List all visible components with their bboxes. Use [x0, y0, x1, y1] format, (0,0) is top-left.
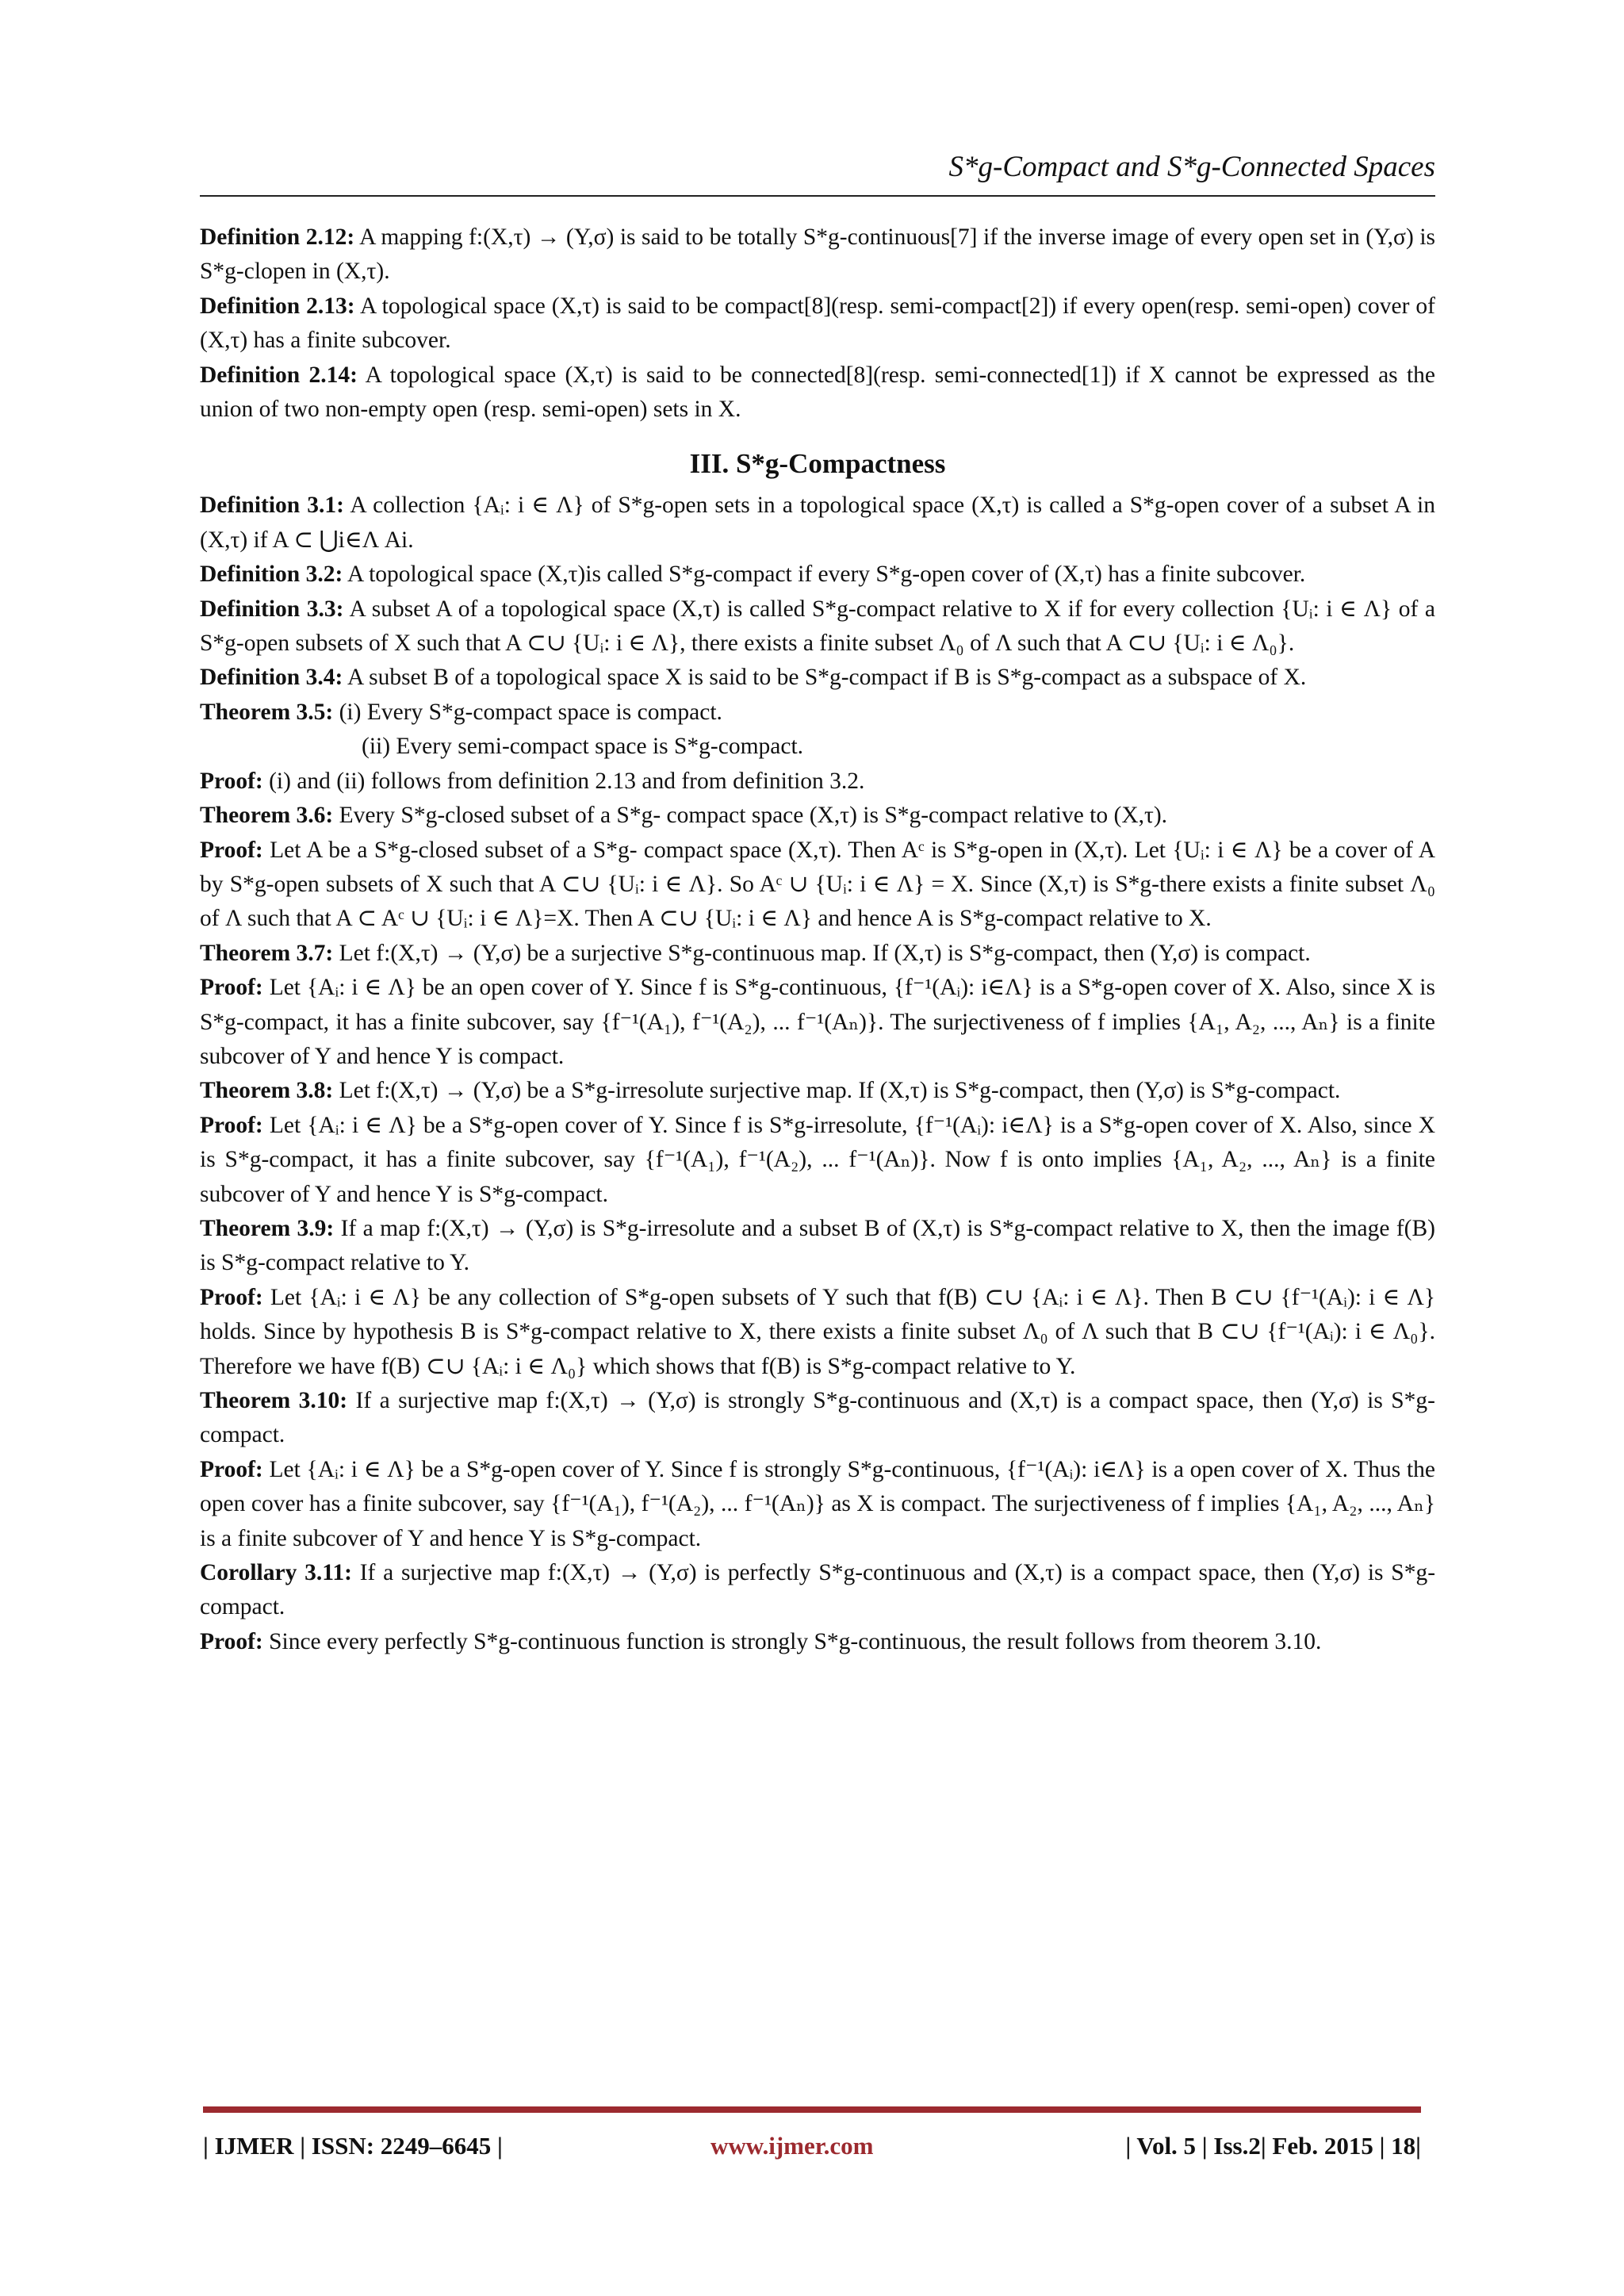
proof-3-6 — [200, 834, 1435, 937]
text: Let {Aᵢ: i ∈ Λ} be an open cover of Y. Since f is S*g-continuous, {f⁻¹(Aᵢ): i∈Λ} is a S*g-open cover of X. Also, since X is S*g-compact, it has a finite subcover, say {f⁻¹(A₁), f⁻¹(A₂), ... f⁻¹(Aₙ)}. The surjectiveness of f implies {A₁, A₂, ..., Aₙ} is a finite subcover of Y and hence Y is compact. — [200, 975, 1435, 1069]
proof-3-7 — [200, 971, 1435, 1074]
label: Definition 2.14: — [200, 362, 358, 388]
theorem-3-10 — [200, 1384, 1435, 1453]
theorem-3-5 — [200, 696, 1435, 730]
running-header — [200, 151, 1435, 185]
label: Theorem 3.9: — [200, 1215, 335, 1241]
label: Theorem 3.6: — [200, 803, 334, 829]
theorem-3-5-part-ii — [200, 730, 1435, 764]
label: Proof: — [200, 1112, 263, 1138]
definition-3-3 — [200, 592, 1435, 661]
label: Proof: — [200, 1628, 263, 1654]
theorem-3-9 — [200, 1212, 1435, 1281]
text: A subset B of a topological space X is said to be S*g-compact if B is S*g-compact as a subspace of X. — [347, 665, 1307, 691]
article-body — [200, 220, 1435, 1659]
text: A collection {Aᵢ: i ∈ Λ} of S*g-open sets in a topological space (X,τ) is called a S*g-open cover of a subset A in (X,τ) if A ⊂ ⋃i∈Λ Ai. — [200, 493, 1435, 553]
footer-website-link[interactable]: www.ijmer.com — [710, 2132, 874, 2160]
footer-rule — [203, 2106, 1421, 2113]
definition-3-4 — [200, 661, 1435, 695]
label: Proof: — [200, 1284, 263, 1310]
definition-2-13 — [200, 289, 1435, 358]
text: If a surjective map f:(X,τ) → (Y,σ) is perfectly S*g-continuous and (X,τ) is a compact space, then (Y,σ) is S*g-compact. — [200, 1560, 1436, 1620]
text: Let A be a S*g-closed subset of a S*g- compact space (X,τ). Then Aᶜ is S*g-open in (X,τ). Let {Uᵢ: i ∈ Λ} be a cover of A by S*g-open subsets of X such that A ⊂∪ {Uᵢ: i ∈ Λ}. So Aᶜ ∪ {Uᵢ: i ∈ Λ} = X. Since (X,τ) is S*g-there exists a finite subset Λ₀ of Λ such that A ⊂ Aᶜ ∪ {Uᵢ: i ∈ Λ}=X. Then A ⊂∪ {Uᵢ: i ∈ Λ} and hence A is S*g-compact relative to X. — [200, 837, 1435, 932]
text: (i) Every S*g-compact space is compact. — [339, 699, 722, 725]
section-heading: III. S*g-Compactness — [689, 448, 946, 480]
label: Proof: — [200, 837, 263, 863]
definition-2-14 — [200, 358, 1435, 427]
label: Definition 2.13: — [200, 293, 355, 319]
label: Theorem 3.5: — [200, 699, 334, 725]
text: (i) and (ii) follows from definition 2.13 and from definition 3.2. — [269, 768, 865, 794]
label: Theorem 3.8: — [200, 1078, 334, 1104]
text: A mapping f:(X,τ) → (Y,σ) is said to be totally S*g-continuous[7] if the inverse image of every open set in (Y,σ) is S*g-clopen in (X,τ). — [200, 224, 1435, 285]
text: A topological space (X,τ) is said to be connected[8](resp. semi-connected[1]) if X cannot be expressed as the union of two non-empty open (resp. semi-open) sets in X. — [200, 362, 1435, 423]
label: Definition 3.2: — [200, 562, 343, 588]
text: Let f:(X,τ) → (Y,σ) be a S*g-irresolute surjective map. If (X,τ) is S*g-compact, then (Y,σ) is S*g-compact. — [339, 1078, 1341, 1104]
label: Theorem 3.10: — [200, 1388, 348, 1413]
text: A topological space (X,τ) is said to be compact[8](resp. semi-compact[2]) if every open(resp. semi-open) cover of (X,τ) has a finite subcover. — [200, 293, 1436, 354]
text: A topological space (X,τ)is called S*g-compact if every S*g-open cover of (X,τ) has a finite subcover. — [347, 562, 1306, 588]
proof-3-5 — [200, 765, 1435, 799]
corollary-3-11 — [200, 1556, 1435, 1625]
definition-3-2 — [200, 558, 1435, 592]
header-rule — [200, 195, 1435, 197]
label: Definition 2.12: — [200, 224, 355, 250]
proof-3-11 — [200, 1625, 1435, 1659]
proof-3-10 — [200, 1453, 1435, 1556]
definition-3-1 — [200, 489, 1435, 558]
label: Definition 3.1: — [200, 493, 344, 519]
text: Let {Aᵢ: i ∈ Λ} be a S*g-open cover of Y. Since f is S*g-irresolute, {f⁻¹(Aᵢ): i∈Λ} is a S*g-open cover of X. Also, since X is S*g-compact, it has a finite subcover, say {f⁻¹(A₁), f⁻¹(A₂), ... f⁻¹(Aₙ)}. Now f is onto implies {A₁, A₂, ..., Aₙ} is a finite subcover of Y and hence Y is S*g-compact. — [200, 1112, 1435, 1207]
proof-3-8 — [200, 1109, 1435, 1212]
text: Let {Aᵢ: i ∈ Λ} be any collection of S*g-open subsets of Y such that f(B) ⊂∪ {Aᵢ: i ∈ Λ}. Then B ⊂∪ {f⁻¹(Aᵢ): i ∈ Λ} holds. Since by hypothesis B is S*g-compact relative to X, there exists a finite subset Λ₀ of Λ such that B ⊂∪ {f⁻¹(Aᵢ): i ∈ Λ₀}. Therefore we have f(B) ⊂∪ {Aᵢ: i ∈ Λ₀} which shows that f(B) is S*g-compact relative to Y. — [200, 1284, 1435, 1379]
running-title: S*g-Compact and S*g-Connected Spaces — [948, 151, 1435, 183]
text: If a map f:(X,τ) → (Y,σ) is S*g-irresolute and a subset B of (X,τ) is S*g-compact relative to X, then the image f(B) is S*g-compact relative to Y. — [200, 1215, 1435, 1276]
text: Since every perfectly S*g-continuous function is strongly S*g-continuous, the result follows from theorem 3.10. — [269, 1628, 1322, 1654]
label: Definition 3.3: — [200, 596, 344, 622]
theorem-3-8 — [200, 1074, 1435, 1108]
text: Let f:(X,τ) → (Y,σ) be a surjective S*g-continuous map. If (X,τ) is S*g-compact, then (Y,σ) is compact. — [339, 940, 1311, 966]
theorem-3-7 — [200, 937, 1435, 971]
proof-3-9 — [200, 1281, 1435, 1384]
label: Proof: — [200, 768, 263, 794]
text: (ii) Every semi-compact space is S*g-compact. — [362, 734, 804, 760]
label: Theorem 3.7: — [200, 940, 334, 966]
text: Let {Aᵢ: i ∈ Λ} be a S*g-open cover of Y. Since f is strongly S*g-continuous, {f⁻¹(Aᵢ): i∈Λ} is a open cover of X. Thus the open cover has a finite subcover, say {f⁻¹(A₁), f⁻¹(A₂), ... f⁻¹(Aₙ)} as X is compact. The surjectiveness of f implies {A₁, A₂, ..., Aₙ} is a finite subcover of Y and hence Y is S*g-compact. — [200, 1456, 1435, 1551]
footer-journal-issn: | IJMER | ISSN: 2249–6645 | — [203, 2132, 503, 2160]
label: Proof: — [200, 1456, 263, 1482]
text: If a surjective map f:(X,τ) → (Y,σ) is strongly S*g-continuous and (X,τ) is a compact space, then (Y,σ) is S*g-compact. — [200, 1388, 1435, 1448]
definition-2-12 — [200, 220, 1435, 289]
label: Definition 3.4: — [200, 665, 343, 691]
theorem-3-6 — [200, 799, 1435, 833]
label: Corollary 3.11: — [200, 1560, 352, 1586]
text: A subset A of a topological space (X,τ) is called S*g-compact relative to X if for every collection {Uᵢ: i ∈ Λ} of a S*g-open subsets of X such that A ⊂∪ {Uᵢ: i ∈ Λ}, there exists a finite subset Λ₀ of Λ such that A ⊂∪ {Uᵢ: i ∈ Λ₀}. — [200, 596, 1435, 657]
text: Every S*g-closed subset of a S*g- compact space (X,τ) is S*g-compact relative to (X,τ). — [339, 803, 1168, 829]
label: Proof: — [200, 975, 263, 1001]
footer-volume-page: | Vol. 5 | Iss.2| Feb. 2015 | 18| — [1125, 2132, 1421, 2160]
